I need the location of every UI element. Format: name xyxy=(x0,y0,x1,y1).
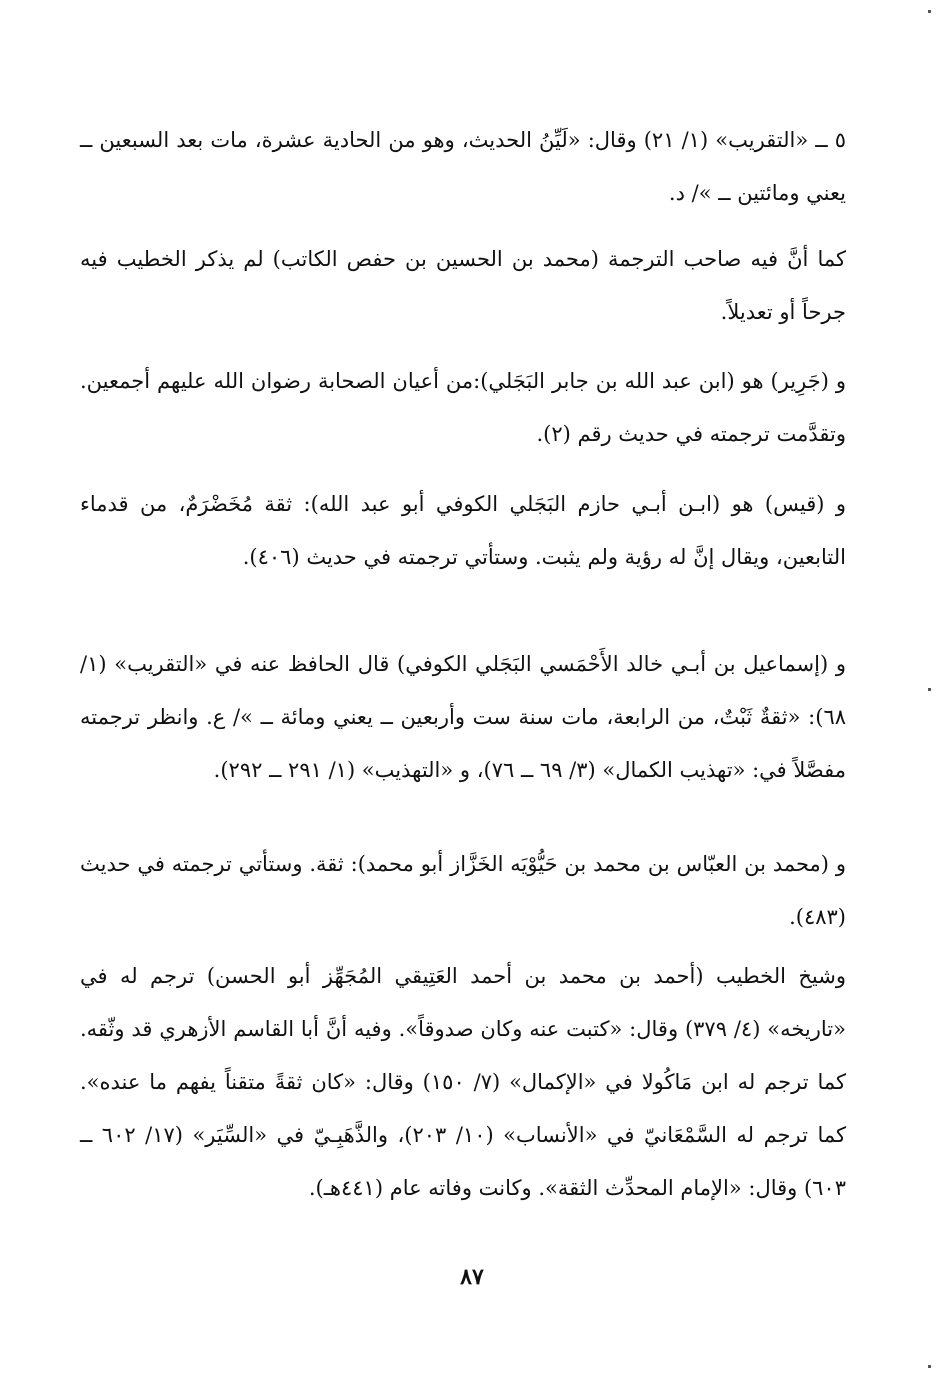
narrator-paragraph xyxy=(80,233,846,339)
paragraph-text: و (جَرِير) هو (ابن عبد الله بن جابر البَجَلي):من أعيان الصحابة رضوان الله عليهم أجمعين. وتقدَّمت ترجمته في حديث رقم (٢). xyxy=(80,369,846,446)
edge-mark xyxy=(928,1365,931,1368)
paragraph-text: كما أنَّ فيه صاحب الترجمة (محمد بن الحسين بن حفص الكاتب) لم يذكر الخطيب فيه جرحاً أو تعديلاً. xyxy=(80,247,846,324)
edge-mark xyxy=(928,10,931,13)
paragraph-text: و (إسماعيل بن أبـي خالد الأَحْمَسي البَجَلي الكوفي) قال الحافظ عنه في «التقريب» (١/ ٦٨): «ثقةٌ ثَبْتٌ، من الرابعة، مات سنة ست وأربعين ــ يعني ومائة ــ »/ ع. وانظر ترجمته مفصَّلاً في: «تهذيب الكمال» (٣/ ٦٩ ــ ٧٦)، و «التهذيب» (١/ ٢٩١ ــ ٢٩٢). xyxy=(80,652,846,782)
paragraph-text: و (محمد بن العبّاس بن محمد بن حَيُّوْيَه الخَزَّاز أبو محمد): ثقة. وستأتي ترجمته في حديث (٤٨٣). xyxy=(80,852,846,929)
narrator-paragraph xyxy=(80,355,846,461)
page-number: ٨٧ xyxy=(460,1264,484,1290)
narrator-paragraph xyxy=(80,478,846,584)
paragraph-text: و (قيس) هو (ابـن أبـي حازم البَجَلي الكوفي أبو عبد الله): ثقة مُخَضْرَمٌ، من قدماء التابعين، ويقال إنَّ له رؤية ولم يثبت. وستأتي ترجمته في حديث (٤٠٦). xyxy=(80,492,846,569)
narrator-paragraph xyxy=(80,950,846,1215)
narrator-paragraph xyxy=(80,638,846,797)
narrator-paragraph xyxy=(80,838,846,944)
paragraph-text: ٥ ــ «التقريب» (١/ ٢١) وقال: «لَيِّنُ الحديث، وهو من الحادية عشرة، مات بعد السبعين ــ يعني ومائتين ــ »/ د. xyxy=(80,128,846,205)
footnote-paragraph xyxy=(80,114,846,220)
paragraph-text: وشيخ الخطيب (أحمد بن محمد بن أحمد العَتِيقي المُجَهِّز أبو الحسن) ترجم له في «تاريخه» (٤/ ٣٧٩) وقال: «كتبت عنه وكان صدوقاً». وفيه أنَّ أبا القاسم الأزهري قد وثّقه. كما ترجم له ابن مَاكُولا في «الإكمال» (٧/ ١٥٠) وقال: «كان ثقةً متقناً يفهم ما عنده». كما ترجم له السَّمْعَانيّ في «الأنساب» (١٠/ ٢٠٣)، والذَّهَبِـيّ في «السِّيَر» (١٧/ ٦٠٢ ــ ٦٠٣) وقال: «الإمام المحدِّث الثقة». وكانت وفاته عام (٤٤١هـ). xyxy=(80,964,846,1200)
edge-mark xyxy=(928,688,931,691)
